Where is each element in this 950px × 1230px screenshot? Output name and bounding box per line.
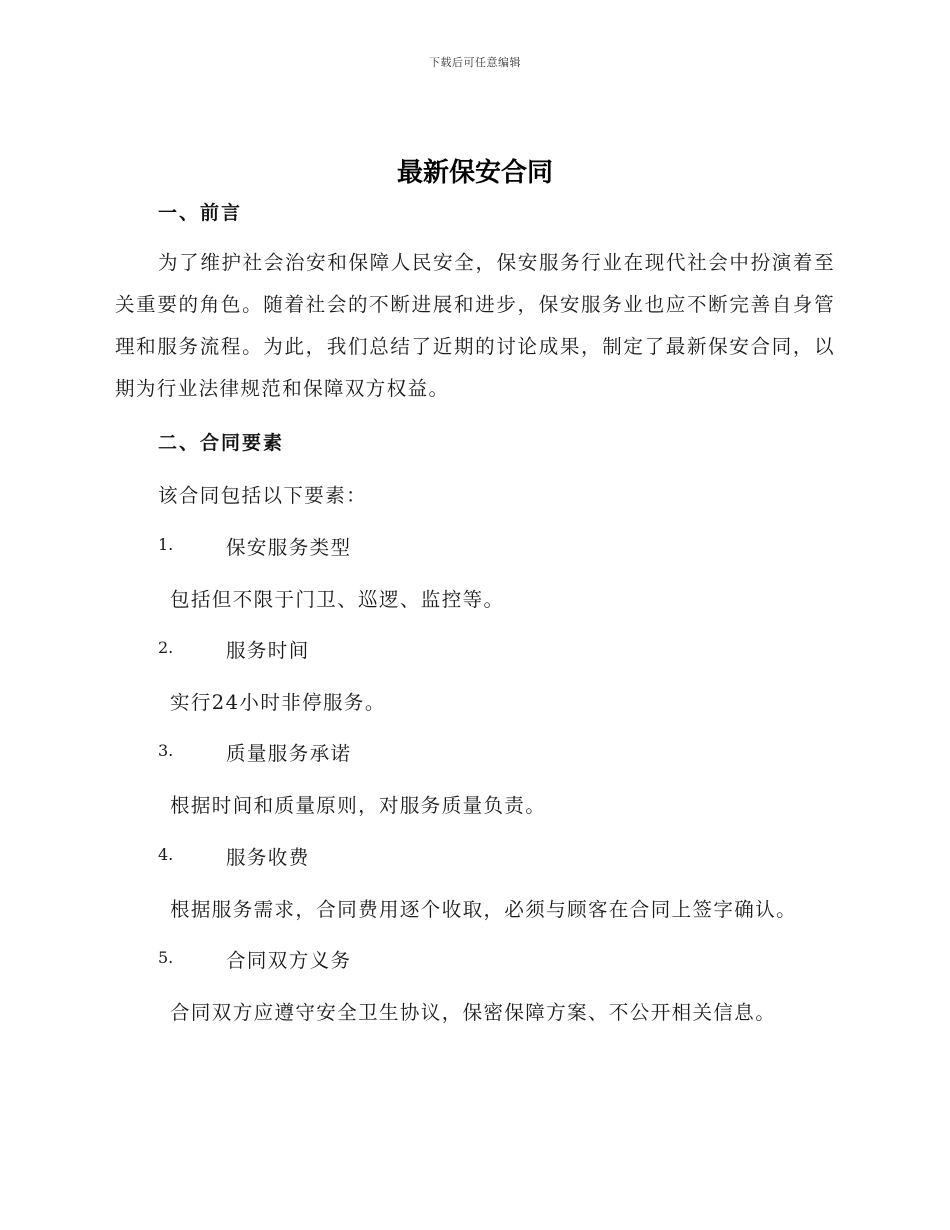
item-title: 服务时间	[226, 639, 310, 662]
item-number: 5.	[158, 948, 174, 967]
item-description: 根据服务需求，合同费用逐个收取，必须与顾客在合同上签字确认。	[170, 898, 798, 921]
item-description: 包括但不限于门卫、巡逻、监控等。	[170, 588, 505, 611]
preface-paragraph: 为了维护社会治安和保障人民安全，保安服务行业在现代社会中扮演着至关重要的角色。随着社会的不断进展和进步，保安服务业也应不断完善自身管理和服务流程。为此，我们总结了近期的讨论成果，制定了最新保安合同，以期为行业法律规范和保障双方权益。	[115, 251, 835, 400]
document-title: 最新保安合同	[396, 158, 553, 188]
elements-intro: 该合同包括以下要素：	[158, 484, 368, 507]
section-heading-elements: 二、合同要素	[158, 432, 285, 454]
item-title: 服务收费	[226, 846, 310, 869]
item-title: 保安服务类型	[226, 536, 352, 559]
item-number: 1.	[158, 535, 174, 554]
item-description: 合同双方应遵守安全卫生协议，保密保障方案、不公开相关信息。	[170, 1001, 777, 1024]
item-number: 3.	[158, 741, 174, 760]
item-number: 4.	[158, 845, 174, 864]
item-description: 根据时间和质量原则，对服务质量负责。	[170, 794, 547, 817]
item-title: 质量服务承诺	[226, 742, 352, 765]
item-description: 实行24小时非停服务。	[170, 691, 386, 714]
page-header: 下载后可任意编辑	[429, 56, 521, 69]
section-heading-preface: 一、前言	[158, 202, 243, 224]
item-title: 合同双方义务	[226, 949, 352, 972]
item-number: 2.	[158, 638, 174, 657]
